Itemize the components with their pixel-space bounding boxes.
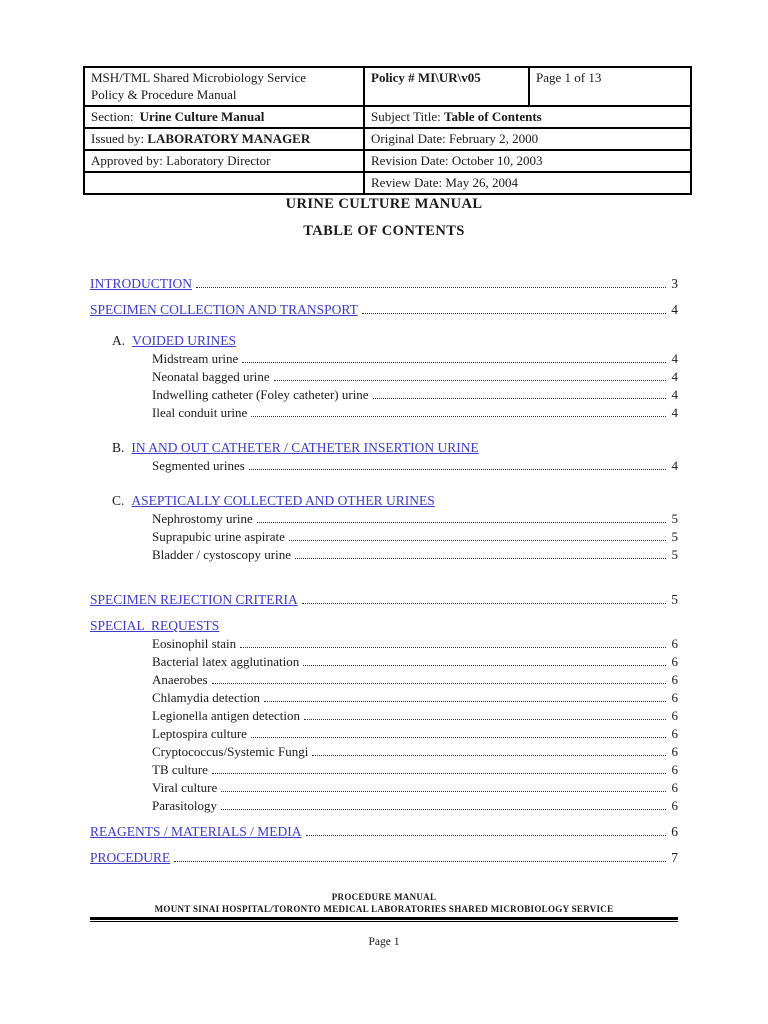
toc-item-label: Anaerobes xyxy=(152,672,208,687)
dot-leader xyxy=(373,398,666,399)
toc-page-number: 4 xyxy=(671,369,678,384)
dot-leader xyxy=(174,861,666,862)
toc-title: TABLE OF CONTENTS xyxy=(303,223,465,239)
revision-date-value: October 10, 2003 xyxy=(451,153,543,168)
toc-entry xyxy=(90,823,678,840)
section-value: Urine Culture Manual xyxy=(139,109,265,124)
empty-cell xyxy=(84,172,364,194)
toc-item-label: Leptospira culture xyxy=(152,726,247,741)
dot-leader xyxy=(221,809,666,810)
toc-entry xyxy=(90,849,678,866)
toc-entry xyxy=(90,439,678,456)
section-cell xyxy=(84,106,364,128)
dot-leader xyxy=(240,647,666,648)
toc-page-number: 5 xyxy=(671,511,678,526)
toc-entry xyxy=(90,707,678,724)
toc-link[interactable]: SPECIMEN COLLECTION AND TRANSPORT xyxy=(90,302,358,317)
toc-page-number: 5 xyxy=(671,529,678,544)
toc-entry xyxy=(90,332,678,349)
toc-entry-letter: A. xyxy=(112,333,126,348)
toc-entry xyxy=(90,671,678,688)
toc-item-label: Midstream urine xyxy=(152,351,239,366)
toc-page-number: 7 xyxy=(671,850,678,865)
dot-leader xyxy=(242,362,666,363)
dot-leader xyxy=(249,469,666,470)
dot-leader xyxy=(312,755,666,756)
toc-entry-letter: C. xyxy=(112,493,125,508)
footer-rule-thick xyxy=(90,917,678,920)
org-name-line2: Policy & Procedure Manual xyxy=(91,87,237,102)
policy-number-cell: Policy # MI\UR\v05 xyxy=(364,67,529,106)
dot-leader xyxy=(289,540,666,541)
footer-page-number: Page 1 xyxy=(368,936,400,948)
toc-item-label: Legionella antigen detection xyxy=(152,708,300,723)
toc-page-number: 4 xyxy=(671,351,678,366)
toc-link[interactable]: IN AND OUT CATHETER / CATHETER INSERTION URINE xyxy=(131,440,479,455)
toc-link[interactable]: VOIDED URINES xyxy=(132,333,236,348)
review-date-cell xyxy=(364,172,691,194)
issued-by-label: Issued by: xyxy=(91,131,145,146)
toc-item-label: Eosinophil stain xyxy=(152,636,237,651)
toc-entry xyxy=(90,617,678,634)
toc-link[interactable]: SPECIMEN REJECTION CRITERIA xyxy=(90,592,298,607)
toc-page-number: 4 xyxy=(671,405,678,420)
toc-page-number: 3 xyxy=(671,276,678,291)
table-of-contents xyxy=(90,275,678,866)
revision-date-cell xyxy=(364,150,691,172)
toc-page-number: 6 xyxy=(671,708,678,723)
toc-entry-letter: B. xyxy=(112,440,125,455)
dot-leader xyxy=(302,603,666,604)
toc-entry xyxy=(90,275,678,292)
toc-page-number: 6 xyxy=(671,798,678,813)
toc-entry xyxy=(90,689,678,706)
toc-item-label: Viral culture xyxy=(152,780,218,795)
dot-leader xyxy=(196,287,666,288)
toc-item-label: Cryptococcus/Systemic Fungi xyxy=(152,744,309,759)
toc-page-number: 5 xyxy=(671,592,678,607)
toc-page-number: 6 xyxy=(671,744,678,759)
toc-entry xyxy=(90,743,678,760)
toc-item-label: Indwelling catheter (Foley catheter) urine xyxy=(152,387,369,402)
title-block xyxy=(0,196,768,240)
original-date-cell xyxy=(364,128,691,150)
dot-leader xyxy=(362,313,666,314)
toc-link[interactable]: PROCEDURE xyxy=(90,850,171,865)
toc-entry xyxy=(90,635,678,652)
toc-entry xyxy=(90,528,678,545)
toc-page-number: 6 xyxy=(671,762,678,777)
approved-by-cell xyxy=(84,150,364,172)
dot-leader xyxy=(306,835,667,836)
toc-entry xyxy=(90,779,678,796)
toc-page-number: 4 xyxy=(671,387,678,402)
revision-date-label: Revision Date: xyxy=(371,153,449,168)
dot-leader xyxy=(221,791,666,792)
toc-item-label: Neonatal bagged urine xyxy=(152,369,270,384)
approved-by-label: Approved by: xyxy=(91,153,163,168)
toc-item-label: Segmented urines xyxy=(152,458,245,473)
toc-page-number: 6 xyxy=(671,654,678,669)
toc-page-number: 6 xyxy=(671,824,678,839)
subject-title-label: Subject Title: xyxy=(371,109,441,124)
dot-leader xyxy=(257,522,666,523)
page-indicator-cell: Page 1 of 13 xyxy=(529,67,691,106)
footer-line2: MOUNT SINAI HOSPITAL/TORONTO MEDICAL LABORATORIES SHARED MICROBIOLOGY SERVICE xyxy=(154,904,614,914)
toc-entry xyxy=(90,492,678,509)
toc-page-number: 4 xyxy=(671,458,678,473)
footer-rule-thin xyxy=(90,921,678,922)
toc-entry xyxy=(90,653,678,670)
toc-item-label: Nephrostomy urine xyxy=(152,511,253,526)
original-date-label: Original Date: xyxy=(371,131,446,146)
toc-entry xyxy=(90,797,678,814)
approved-by-value: Laboratory Director xyxy=(166,153,271,168)
toc-entry xyxy=(90,510,678,527)
section-label: Section: xyxy=(91,109,134,124)
toc-page-number: 6 xyxy=(671,672,678,687)
org-cell xyxy=(84,67,364,106)
dot-leader xyxy=(274,380,666,381)
toc-page-number: 6 xyxy=(671,780,678,795)
toc-page-number: 5 xyxy=(671,547,678,562)
toc-item-label: Ileal conduit urine xyxy=(152,405,248,420)
toc-item-label: Parasitology xyxy=(152,798,217,813)
toc-entry xyxy=(90,386,678,403)
toc-link[interactable]: SPECIAL REQUESTS xyxy=(90,618,220,633)
issued-by-cell xyxy=(84,128,364,150)
toc-item-label: TB culture xyxy=(152,762,208,777)
toc-item-label: Bacterial latex agglutination xyxy=(152,654,300,669)
dot-leader xyxy=(295,558,666,559)
toc-entry xyxy=(90,761,678,778)
dot-leader xyxy=(251,416,666,417)
toc-entry xyxy=(90,591,678,608)
subject-title-cell xyxy=(364,106,691,128)
toc-entry xyxy=(90,301,678,318)
footer-line1: PROCEDURE MANUAL xyxy=(331,892,437,902)
toc-page-number: 6 xyxy=(671,636,678,651)
review-date-value: May 26, 2004 xyxy=(445,175,518,190)
subject-title-value: Table of Contents xyxy=(443,109,542,124)
dot-leader xyxy=(251,737,666,738)
review-date-label: Review Date: xyxy=(371,175,443,190)
document-title: URINE CULTURE MANUAL xyxy=(285,196,483,212)
toc-link[interactable]: ASEPTICALLY COLLECTED AND OTHER URINES xyxy=(131,493,435,508)
dot-leader xyxy=(304,719,666,720)
dot-leader xyxy=(212,683,666,684)
dot-leader xyxy=(264,701,666,702)
issued-by-value: LABORATORY MANAGER xyxy=(147,131,311,146)
toc-entry xyxy=(90,546,678,563)
toc-item-label: Chlamydia detection xyxy=(152,690,260,705)
toc-item-label: Bladder / cystoscopy urine xyxy=(152,547,291,562)
toc-link[interactable]: INTRODUCTION xyxy=(90,276,192,291)
org-name-line1: MSH/TML Shared Microbiology Service xyxy=(91,70,307,85)
toc-page-number: 6 xyxy=(671,726,678,741)
dot-leader xyxy=(212,773,666,774)
document-header-table xyxy=(83,66,692,195)
toc-entry xyxy=(90,457,678,474)
toc-page-number: 6 xyxy=(671,690,678,705)
toc-entry xyxy=(90,725,678,742)
toc-item-label: Suprapubic urine aspirate xyxy=(152,529,285,544)
toc-entry xyxy=(90,368,678,385)
page-footer xyxy=(90,891,678,948)
original-date-value: February 2, 2000 xyxy=(448,131,539,146)
toc-entry xyxy=(90,404,678,421)
toc-entry xyxy=(90,350,678,367)
toc-link[interactable]: REAGENTS / MATERIALS / MEDIA xyxy=(90,824,302,839)
toc-page-number: 4 xyxy=(671,302,678,317)
dot-leader xyxy=(303,665,666,666)
